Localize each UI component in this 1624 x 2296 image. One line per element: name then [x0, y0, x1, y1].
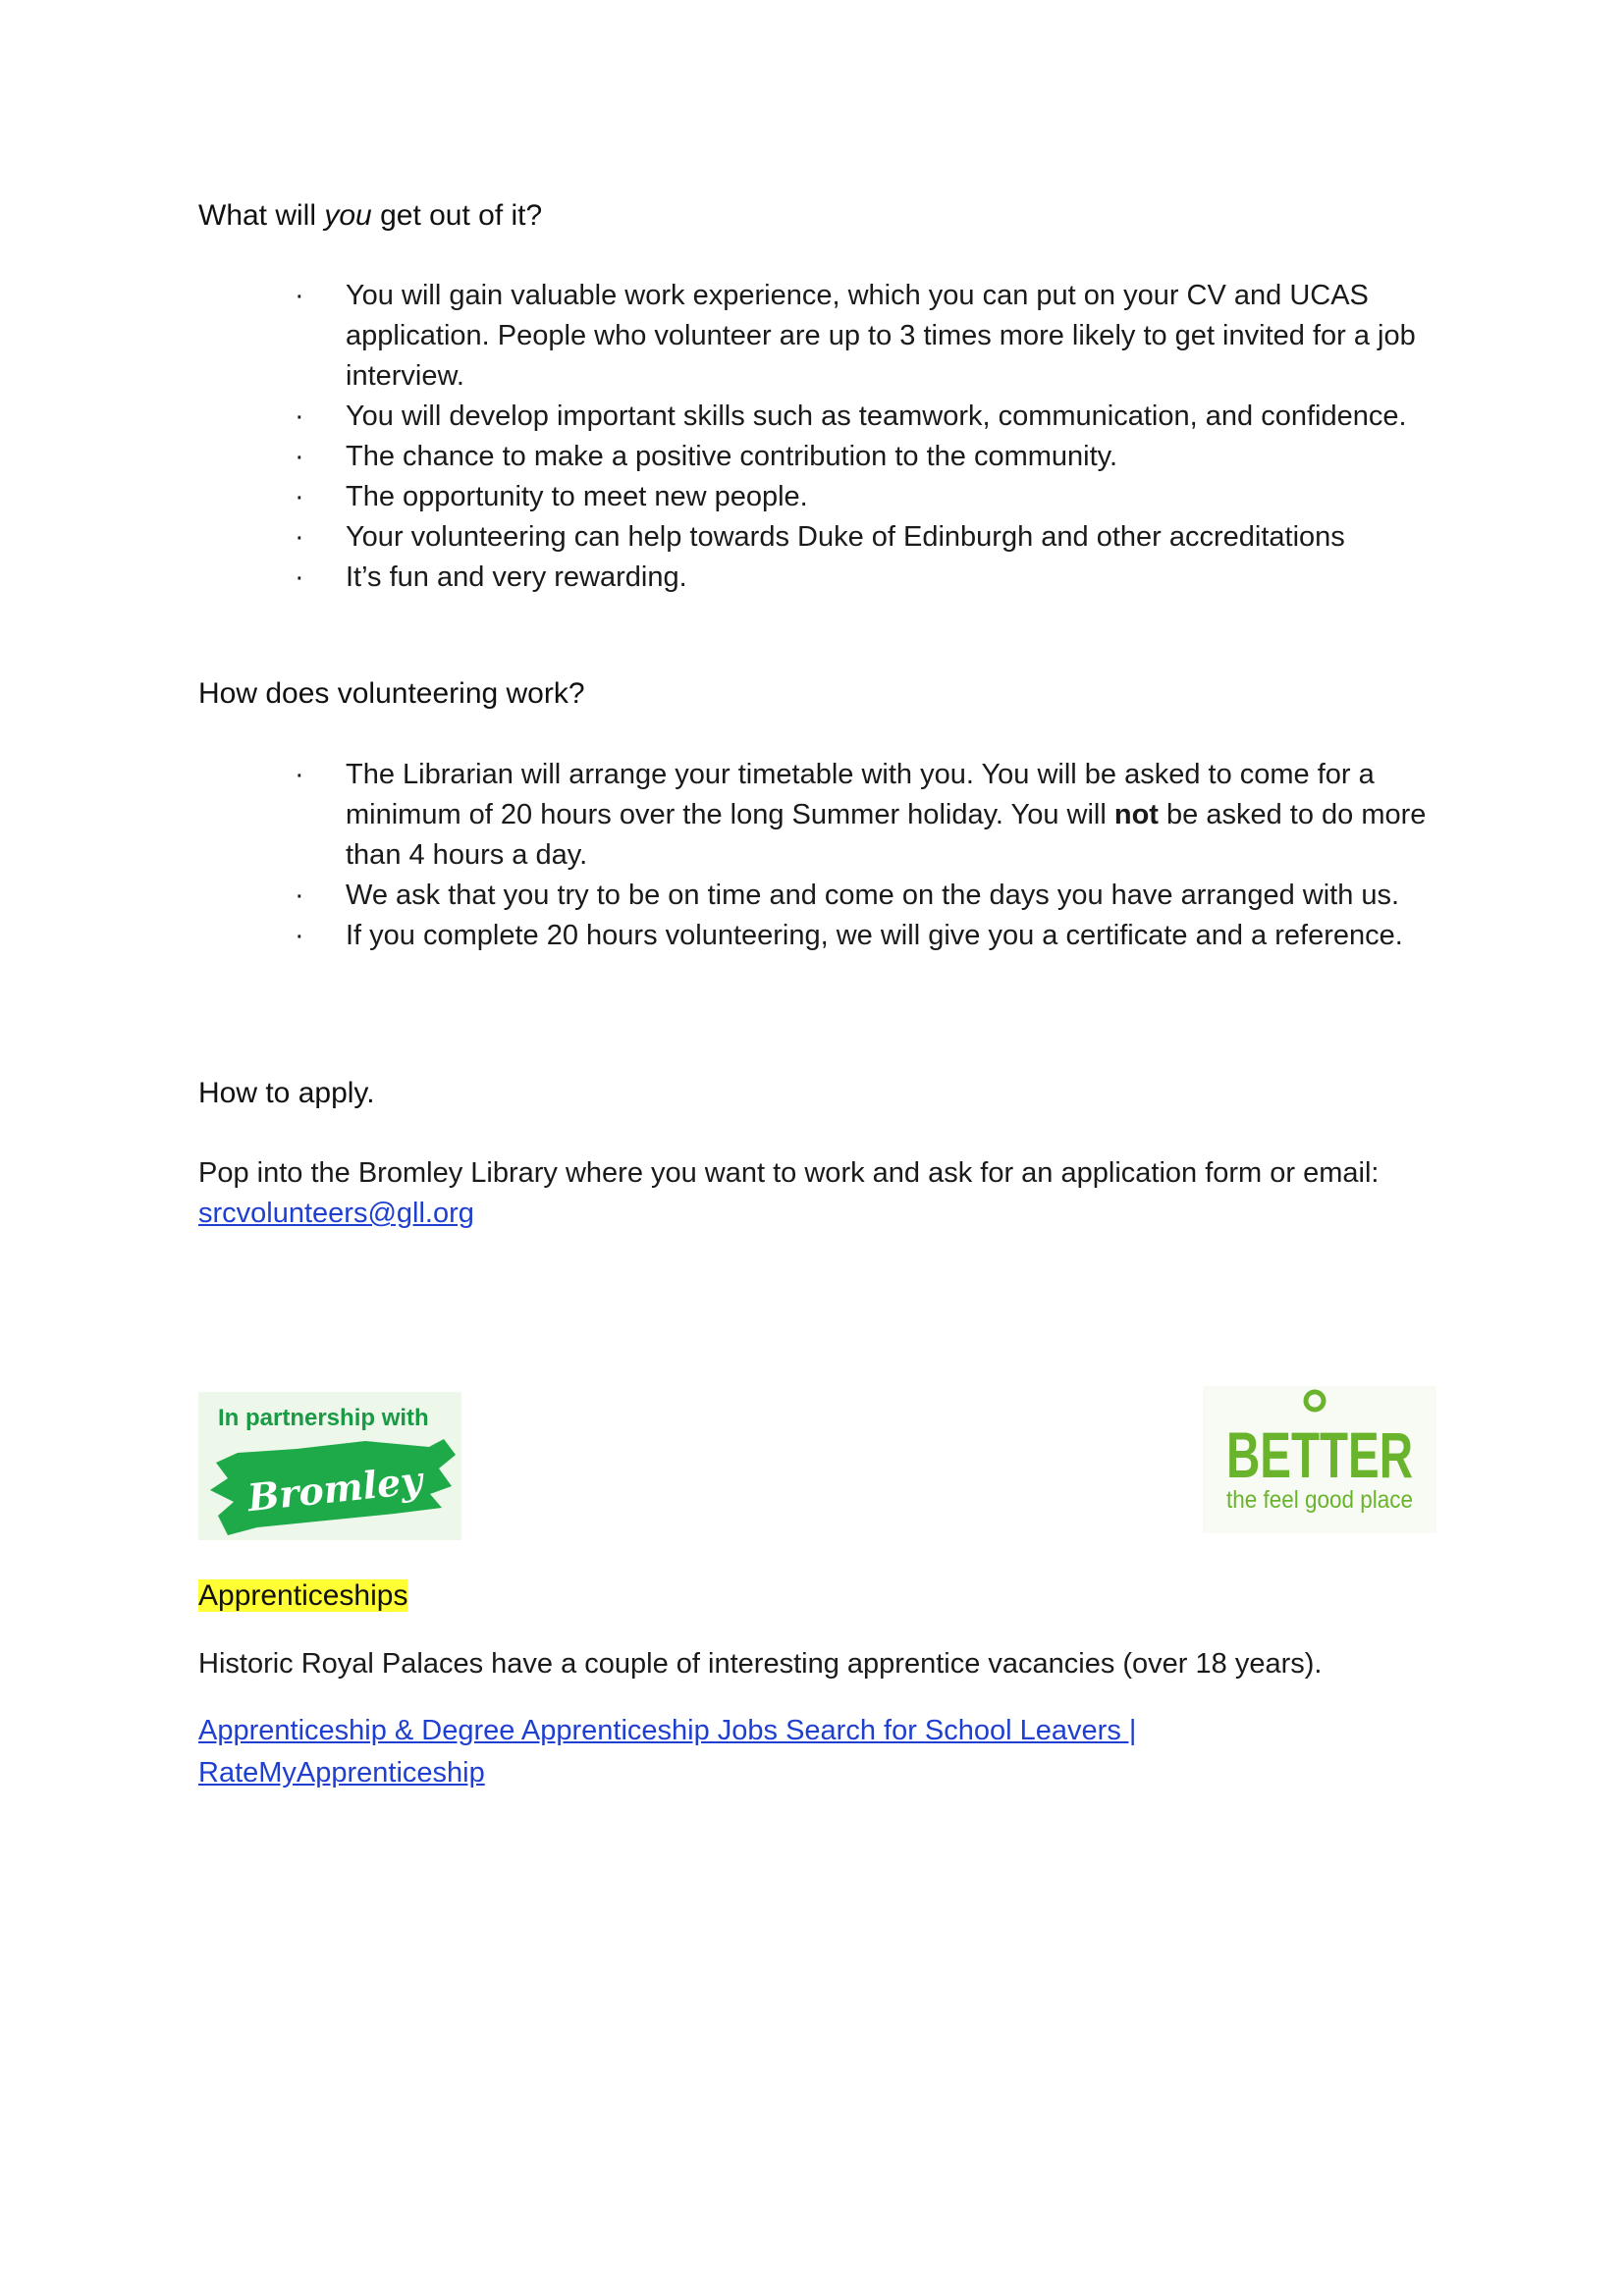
benefits-heading-emphasis: you: [324, 199, 372, 232]
emphasis-text: not: [1113, 799, 1159, 830]
benefits-heading-before: What will: [198, 199, 325, 232]
list-item-text: The opportunity to meet new people.: [346, 481, 808, 512]
apprenticeships-link-paragraph: [198, 1710, 1259, 1794]
apply-text: Pop into the Bromley Library where you want to work and ask for an application form or email:: [198, 1157, 1380, 1189]
better-tagline: the feel good place: [1226, 1486, 1413, 1514]
apply-heading: How to apply.: [198, 1077, 375, 1109]
list-item: [198, 517, 1445, 558]
bullet-icon: ·: [295, 400, 304, 432]
better-name: BETTER: [1226, 1418, 1413, 1491]
list-item-text: We ask that you try to be on time and come on the days you have arranged with us.: [346, 880, 1400, 911]
apprenticeships-paragraph: Historic Royal Palaces have a couple of interesting apprentice vacancies (over 18 years).: [198, 1648, 1323, 1680]
list-item: [198, 876, 1445, 916]
bromley-name: Bromley: [245, 1457, 425, 1521]
bromley-logo-graphic: [198, 1392, 461, 1540]
apprenticeships-heading-text: Apprenticeships: [198, 1579, 408, 1612]
better-logo-graphic: [1203, 1386, 1436, 1533]
bullet-icon: ·: [295, 521, 304, 553]
list-item-text: It’s fun and very rewarding.: [346, 561, 687, 593]
list-item-text: If you complete 20 hours volunteering, we will give you a certificate and a reference.: [346, 920, 1403, 951]
benefits-heading-after: get out of it?: [371, 199, 543, 232]
list-item-text: You will gain valuable work experience, which you can put on your CV and UCAS application. People who volunteer are up to 3 times more likely to get invited for a job interview.: [346, 280, 1416, 392]
list-item-text: be asked to do more than 4 hours a day.: [346, 799, 1427, 871]
bromley-tagline: In partnership with: [218, 1405, 429, 1431]
list-item: [198, 558, 1445, 598]
list-item: [198, 397, 1445, 437]
bullet-icon: ·: [295, 280, 304, 311]
bullet-icon: ·: [295, 441, 304, 472]
list-item: [198, 477, 1445, 517]
benefits-heading: [198, 199, 542, 233]
apprenticeships-heading: [198, 1579, 407, 1613]
apprenticeship-search-link[interactable]: Apprenticeship & Degree Apprenticeship Jobs Search for School Leavers | RateMyApprenticeship: [198, 1715, 1137, 1789]
benefits-list: [198, 276, 1445, 598]
how-heading: How does volunteering work?: [198, 677, 585, 710]
list-item: [198, 437, 1445, 477]
list-item-text: The chance to make a positive contribution to the community.: [346, 441, 1118, 472]
bromley-logo: [198, 1392, 461, 1540]
list-item-text: The Librarian will arrange your timetable with you. You will be asked to come for a minimum of 20 hours over the long Summer holiday. You will: [346, 759, 1375, 830]
better-logo-ring-icon: [1306, 1392, 1324, 1410]
list-item-text: You will develop important skills such as teamwork, communication, and confidence.: [346, 400, 1407, 432]
list-item: [198, 916, 1445, 956]
bullet-icon: ·: [295, 759, 304, 790]
how-list: [198, 755, 1445, 956]
bullet-icon: ·: [295, 920, 304, 951]
list-item: [198, 276, 1445, 397]
bullet-icon: ·: [295, 561, 304, 593]
better-logo: [1203, 1386, 1436, 1533]
bullet-icon: ·: [295, 481, 304, 512]
email-link[interactable]: srcvolunteers@gll.org: [198, 1198, 474, 1229]
list-item: [198, 755, 1445, 876]
bullet-icon: ·: [295, 880, 304, 911]
apply-paragraph: [198, 1153, 1445, 1234]
list-item-text: Your volunteering can help towards Duke of Edinburgh and other accreditations: [346, 521, 1345, 553]
